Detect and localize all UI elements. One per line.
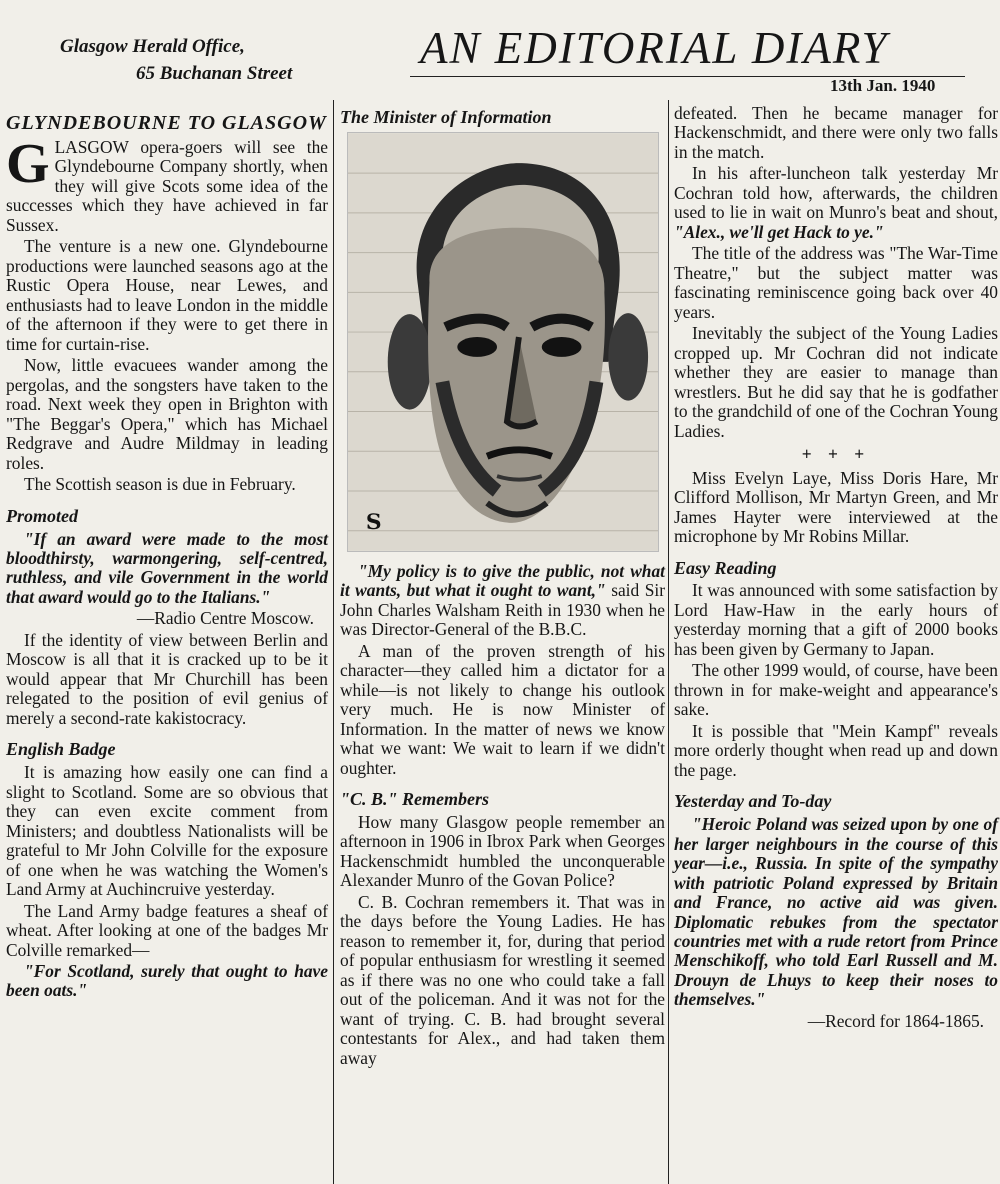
section-separator-stars: + + + bbox=[801, 444, 871, 465]
glyndebourne-p3: Now, little evacuees wander among the pergolas, and the songsters have taken to the road. Next week they open in Brighton with "The Beggar's Opera," which has Michael Redgrave and Audre Mildmay in leading roles. bbox=[6, 355, 328, 473]
issue-date: 13th Jan. 1940 bbox=[830, 76, 936, 95]
masthead-title: AN EDITORIAL DIARY bbox=[420, 23, 889, 73]
glyndebourne-p2: The venture is a new one. Glyndebourne productions were launched seasons ago at the Rustic Opera House, near Lewes, and enthusiasts had to leave London in the middle of the afternoon if they were to get there in time for curtain-rise. bbox=[6, 236, 328, 354]
easy-reading-p3: It is possible that "Mein Kampf" reveals more orderly thought when read up and down the page. bbox=[674, 720, 998, 780]
english-badge-heading: English Badge bbox=[6, 739, 116, 760]
glyndebourne-heading: GLYNDEBOURNE TO GLASGOW bbox=[6, 112, 327, 134]
reith-portrait-image bbox=[347, 132, 659, 552]
column-rule-2 bbox=[668, 100, 669, 1184]
column-2 bbox=[340, 104, 665, 1070]
cb-remembers-heading: "C. B." Remembers bbox=[340, 789, 489, 810]
cb-remembers-p2: C. B. Cochran remembers it. That was in the days before the Young Ladies. He has reason to remember it, for, during that period of popular enthusiasm for wrestling it seemed as if there was no one who could take a fall out of the policeman. And it was not for the want of trying. C. B. had brought several contestants for Alex., and had taken them away bbox=[340, 891, 665, 1068]
glyndebourne-p4: The Scottish season is due in February. bbox=[24, 474, 296, 495]
drop-cap: G bbox=[6, 133, 50, 195]
minister-p1: A man of the proven strength of his character—they called him a dictator for a while—is not likely to change his outlook very much. He is now Minister of Information. In the matter of news we know what we want: We wait to learn if we didn't oughter. bbox=[340, 640, 665, 778]
promoted-heading: Promoted bbox=[6, 505, 78, 526]
english-badge-p2: The Land Army badge features a sheaf of wheat. After looking at one of the badges Mr Colville remarked— bbox=[6, 900, 328, 960]
portrait-signature: S bbox=[365, 508, 382, 535]
english-badge-p1: It is amazing how easily one can find a slight to Scotland. Some are so obvious that they can even excite comment from Ministers; and doubtless Nationalists will be grateful to Mr John Colville for the exposure of one when he was watching the Women's Land Army at Auchincruive yesterday. bbox=[6, 762, 328, 900]
cochran-p2: In his after-luncheon talk yesterday Mr Cochran told how, afterwards, the children used to lie in wait on Munro's beat and shout, "Alex., we'll get Hack to ye." bbox=[674, 163, 998, 242]
office-line-1: Glasgow Herald Office, bbox=[60, 36, 245, 57]
easy-reading-p1: It was announced with some satisfaction by Lord Haw-Haw in the early hours of yesterday morning that a gift of 2000 books has been given by Germany to Japan. bbox=[674, 580, 998, 659]
minister-heading: The Minister of Information bbox=[340, 107, 552, 127]
easy-reading-heading: Easy Reading bbox=[674, 557, 777, 578]
promoted-quote: "If an award were made to the most bloodthirsty, warmongering, self-centred, ruthless, and vile Government in the world that award would go to the Italians." bbox=[6, 528, 328, 607]
glyndebourne-p1: GLASGOW opera-goers will see the Glyndebourne Company shortly, when they will give Scots some idea of the successes which they have achieved in far Sussex. bbox=[6, 133, 328, 235]
cb-remembers-p1: How many Glasgow people remember an afternoon in 1906 in Ibrox Park when Georges Hackenschmidt humbled the unconquerable Alexander Munro of the Govan Police? bbox=[340, 811, 665, 891]
promoted-paragraph: If the identity of view between Berlin and Moscow is all that it is cracked up to be it would appear that Mr Churchill has been relegated to the position of evil genius of merely a second-rate kakistocracy. bbox=[6, 629, 328, 728]
yesterday-today-attribution: —Record for 1864-1865. bbox=[807, 1010, 984, 1031]
easy-reading-p2: The other 1999 would, of course, have been thrown in for make-weight and appearance's sake. bbox=[674, 660, 998, 720]
yesterday-today-quote: "Heroic Poland was seized upon by one of her larger neighbours in the course of this year—i.e., Russia. In spite of the sympathy with patriotic Poland expressed by Britain and France, no active aid was given. Diplomatic rebukes from the spectator countries met with a rude retort from Prince Menschikoff, who told Earl Russell and M. Drouyn de Lhuys to keep their noses to themselves." bbox=[674, 814, 998, 1010]
column-1 bbox=[6, 104, 328, 1003]
yesterday-today-heading: Yesterday and To-day bbox=[674, 791, 832, 812]
office-address bbox=[60, 34, 292, 88]
cochran-p1: defeated. Then he became manager for Hackenschmidt, and there were only two falls in the match. bbox=[674, 103, 998, 162]
column-rule-1 bbox=[333, 100, 334, 1184]
cochran-p3: The title of the address was "The War-Time Theatre," but the subject matter was fascinating reminiscence going back over 40 years. bbox=[674, 243, 998, 322]
column-3 bbox=[674, 104, 998, 1033]
office-line-2: 65 Buchanan Street bbox=[136, 62, 293, 84]
cochran-p5: Miss Evelyn Laye, Miss Doris Hare, Mr Clifford Mollison, Mr Martyn Green, and Mr James Hayter were interviewed at the microphone by Mr Robins Millar. bbox=[674, 467, 998, 547]
english-badge-quote: "For Scotland, surely that ought to have been oats." bbox=[6, 961, 328, 1001]
cochran-p4: Inevitably the subject of the Young Ladies cropped up. Mr Cochran did not indicate whether they are easier to manage than wrestlers. But he did say that he is godfather to the grandchild of one of the Cochran Young Ladies. bbox=[674, 323, 998, 441]
reith-quote-paragraph: "My policy is to give the public, not what it wants, but what it ought to want," said Sir John Charles Walsham Reith in 1930 when he was Director-General of the B.B.C. bbox=[340, 560, 665, 640]
promoted-attribution: —Radio Centre Moscow. bbox=[136, 608, 314, 629]
